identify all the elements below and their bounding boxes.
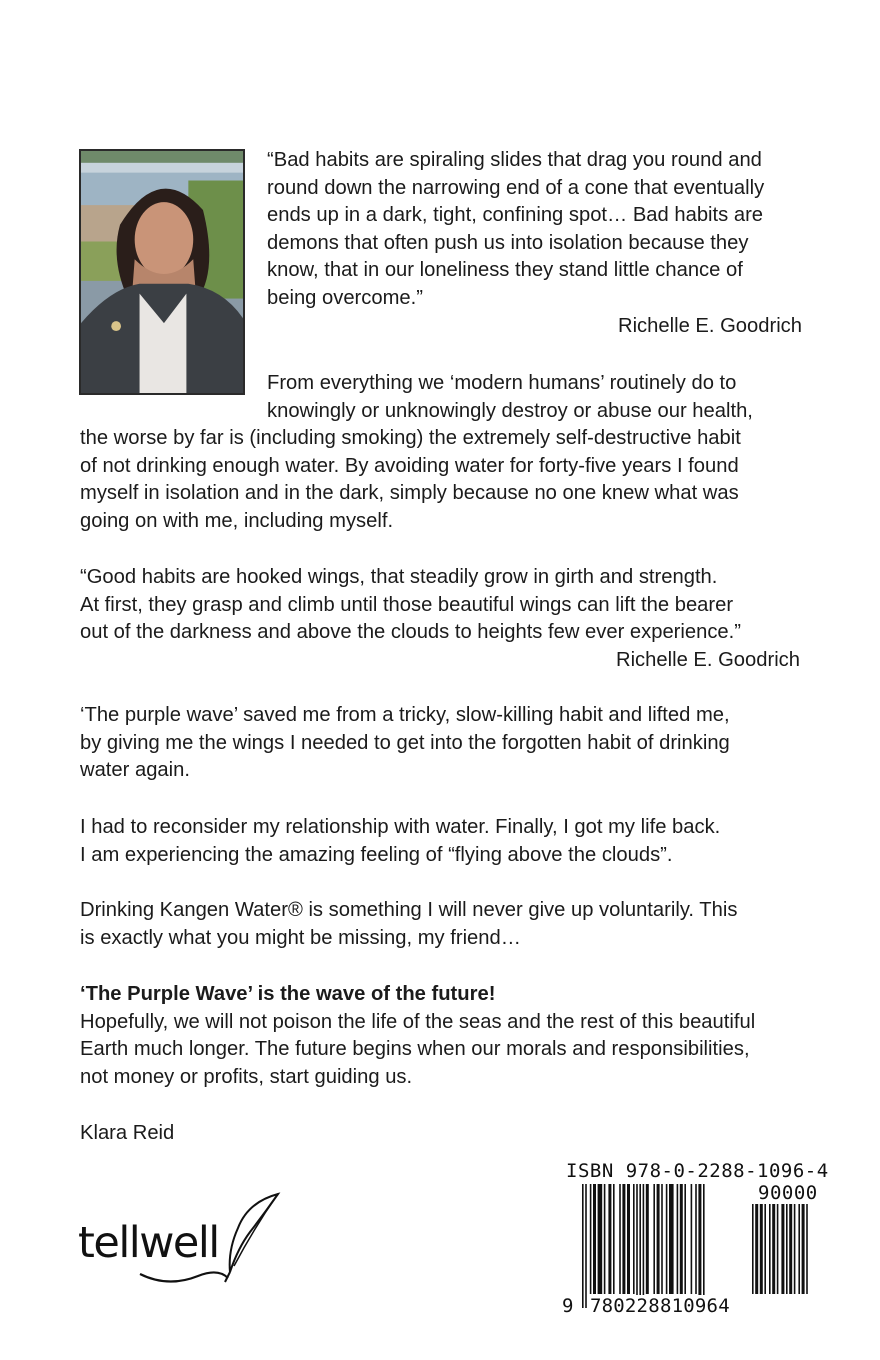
paragraph-line: Drinking Kangen Water® is something I will never give up voluntarily. This [80,899,738,921]
barcode-bar [680,1184,683,1294]
barcode-bar [760,1204,763,1294]
addon-bars [752,1204,832,1308]
paragraph-line: From everything we ‘modern humans’ routinely do to [267,372,737,394]
quote-line: “Bad habits are spiraling slides that drag you round and [267,149,762,171]
opening-quote [267,147,802,340]
isbn-barcode [560,1158,838,1320]
barcode-bar [593,1184,596,1294]
barcode-bar [633,1184,635,1294]
barcode-bar [582,1184,584,1308]
quill-icon [78,1188,288,1288]
paragraph-line: myself in isolation and in the dark, simply because no one knew what was [80,482,739,505]
barcode-bar [604,1184,606,1294]
closing-heading: ‘The Purple Wave’ is the wave of the future! [80,983,496,1005]
author-photo [79,149,245,395]
barcode-bar [608,1184,611,1294]
barcode-bar [691,1184,693,1294]
isbn-number: ISBN 978-0-2288-1096-4 [566,1160,829,1182]
barcode-bar [703,1184,705,1308]
publisher-logo [78,1188,288,1288]
paragraph-line: ‘The purple wave’ saved me from a tricky, slow-killing habit and lifted me, [80,704,730,726]
barcode-bar [786,1204,788,1294]
barcode-bar [639,1184,641,1308]
barcode-bar [777,1204,779,1294]
ean-bars [582,1184,742,1308]
quote-line: round down the narrowing end of a cone that eventually [267,176,765,199]
closing-section [80,981,800,1091]
quote-line: At first, they grasp and climb until those beautiful wings can lift the bearer [80,593,734,616]
paragraph-purple-wave [80,702,800,785]
barcode-bar [643,1184,645,1308]
quote-attribution: Richelle E. Goodrich [615,648,800,671]
paragraph-line: I had to reconsider my relationship with water. Finally, I got my life back. [80,816,721,838]
barcode-bar [794,1204,796,1294]
quote-line: know, that in our loneliness they stand little chance of [267,259,743,282]
second-quote [80,564,800,674]
barcode-bar [669,1184,674,1294]
publisher-name: tellwell [78,1218,219,1268]
paragraph-kangen [80,897,800,952]
barcode-bar [619,1184,621,1294]
barcode-bar [698,1184,701,1308]
paragraph-line: I am experiencing the amazing feeling of “flying above the clouds”. [80,843,673,866]
barcode-bar [622,1184,625,1294]
barcode-bar [661,1184,663,1294]
ean-right-digits: 810964 [660,1295,730,1317]
barcode-bar [646,1184,649,1294]
barcode-bar [657,1184,660,1294]
barcode-bar [627,1184,630,1294]
quote-line: out of the darkness and above the clouds to heights few ever experience.” [80,621,741,644]
barcode-bar [590,1184,592,1294]
barcode-bar [802,1204,805,1294]
barcode-bar [666,1184,668,1294]
barcode-bar [798,1204,800,1294]
quote-line: demons that often push us into isolation because they [267,231,749,254]
barcode-bar [677,1184,679,1294]
barcode-bar [755,1204,758,1294]
barcode-bar [772,1204,775,1294]
barcode-bar [789,1204,792,1294]
barcode-bar [806,1204,808,1294]
paragraph-line: knowingly or unknowingly destroy or abuse our health, [267,399,753,422]
quote-line: being overcome.” [267,286,423,309]
quote-attribution: Richelle E. Goodrich [617,314,802,337]
barcode-bar [636,1184,638,1308]
barcode-bar [613,1184,615,1294]
paragraph-line: Hopefully, we will not poison the life of the seas and the rest of this beautiful [80,1010,756,1033]
barcode-bar [764,1204,766,1294]
barcode-bar [752,1204,754,1294]
paragraph-line: water again. [80,759,190,782]
quote-line: ends up in a dark, tight, confining spot… Bad habits are [267,204,764,227]
ean-left-digits: 780228 [590,1295,660,1317]
barcode-bar [684,1184,686,1294]
author-signature: Klara Reid [80,1122,175,1144]
barcode-bar [769,1204,771,1294]
paragraph-relationship [80,814,800,869]
quote-line: “Good habits are hooked wings, that steadily grow in girth and strength. [80,566,718,588]
barcode-bar [781,1204,784,1294]
paragraph-line: going on with me, including myself. [80,509,394,532]
paragraph-line: not money or profits, start guiding us. [80,1065,413,1088]
barcode-bar [598,1184,603,1294]
paragraph-line: the worse by far is (including smoking) the extremely self-destructive habit [80,427,741,450]
paragraph-line: of not drinking enough water. By avoiding water for forty-five years I found [80,454,739,477]
paragraph-line: is exactly what you might be missing, my friend… [80,926,521,949]
paragraph-line: by giving me the wings I needed to get into the forgotten habit of drinking [80,731,730,754]
ean-first-digit: 9 [562,1295,574,1317]
barcode-bar [653,1184,655,1294]
barcode-bar [585,1184,587,1308]
paragraph-health [80,370,800,536]
paragraph-line: Earth much longer. The future begins when our morals and responsibilities, [80,1038,750,1061]
barcode-bar [695,1184,697,1294]
price-code: 90000 [758,1182,818,1204]
